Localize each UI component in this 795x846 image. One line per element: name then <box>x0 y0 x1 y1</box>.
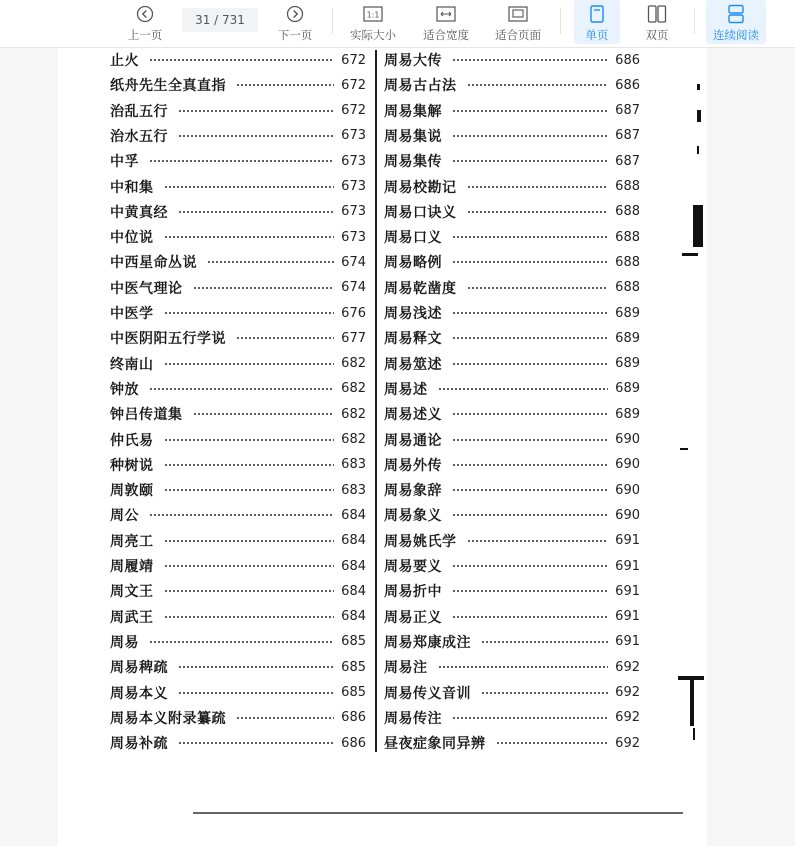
scan-mark <box>697 110 701 122</box>
index-page-number: 691 <box>615 583 640 599</box>
index-term: 周易校勘记 <box>384 179 457 196</box>
index-page-number: 692 <box>615 735 640 751</box>
page-indicator[interactable] <box>182 8 258 32</box>
index-term: 周易正义 <box>384 609 442 626</box>
index-page-number: 687 <box>615 153 640 169</box>
index-term: 周易口诀义 <box>384 204 457 221</box>
index-page-number: 676 <box>341 305 366 321</box>
dot-leader <box>467 540 609 542</box>
index-entry <box>384 554 640 578</box>
index-page-number: 683 <box>341 482 366 498</box>
dot-leader <box>452 514 608 516</box>
index-entry <box>110 250 366 274</box>
index-term: 种树说 <box>110 457 154 474</box>
prev-page-label: 上一页 <box>127 28 163 42</box>
index-page-number: 687 <box>615 103 640 119</box>
index-entry <box>110 301 366 325</box>
index-page-number: 691 <box>615 558 640 574</box>
index-term: 周易注 <box>384 660 428 677</box>
index-term: 中位说 <box>110 230 154 247</box>
index-term: 周易 <box>110 634 139 651</box>
index-term: 钟放 <box>110 381 139 398</box>
index-entry <box>110 630 366 654</box>
dot-leader <box>164 565 335 567</box>
index-page-number: 684 <box>341 583 366 599</box>
index-entry <box>384 124 640 148</box>
scan-mark <box>690 678 694 726</box>
dot-leader <box>452 261 608 263</box>
dot-leader <box>481 641 608 643</box>
viewer-toolbar <box>0 0 795 48</box>
index-term: 中孚 <box>110 154 139 171</box>
index-term: 周易稗疏 <box>110 660 168 677</box>
index-page-number: 688 <box>615 229 640 245</box>
dot-leader <box>178 742 334 744</box>
index-entry <box>384 478 640 502</box>
dot-leader <box>452 413 608 415</box>
dot-leader <box>452 439 608 441</box>
index-entry <box>110 529 366 553</box>
dot-leader <box>467 186 609 188</box>
index-page-number: 688 <box>615 254 640 270</box>
index-entry <box>110 453 366 477</box>
index-page-number: 689 <box>615 381 640 397</box>
fit-page-label: 适合页面 <box>495 28 541 42</box>
dot-leader <box>236 717 334 719</box>
index-page-number: 686 <box>341 710 366 726</box>
dot-leader <box>164 489 335 491</box>
index-page-number: 691 <box>615 609 640 625</box>
index-page-number: 689 <box>615 356 640 372</box>
index-page-number: 682 <box>341 381 366 397</box>
dot-leader <box>149 641 334 643</box>
index-entry <box>384 605 640 629</box>
index-page-number: 692 <box>615 710 640 726</box>
dot-leader <box>452 363 608 365</box>
index-entry <box>384 503 640 527</box>
index-term: 周易姚氏学 <box>384 533 457 550</box>
dot-leader <box>164 590 335 592</box>
dot-leader <box>164 439 335 441</box>
index-term: 周履靖 <box>110 559 154 575</box>
index-page-number: 692 <box>615 685 640 700</box>
index-page-number: 688 <box>615 179 640 194</box>
fit-width-label: 适合宽度 <box>423 28 469 42</box>
viewer-background <box>707 48 795 846</box>
dot-leader <box>149 514 334 516</box>
index-term: 中医气理论 <box>110 280 183 297</box>
fit-page-icon <box>508 4 528 24</box>
index-entry <box>110 352 366 376</box>
viewer-background <box>0 48 58 846</box>
index-entry <box>110 225 366 249</box>
index-term: 昼夜症象同异辨 <box>384 736 486 753</box>
index-page-number: 684 <box>341 609 366 625</box>
dot-leader <box>149 388 334 390</box>
dot-leader <box>164 540 335 542</box>
dot-leader <box>452 717 608 719</box>
index-page-number: 684 <box>341 558 366 574</box>
index-page-number: 672 <box>341 77 366 93</box>
index-entry <box>110 554 366 578</box>
index-term: 中黄真经 <box>110 204 168 221</box>
index-entry <box>384 681 640 705</box>
index-term: 周易象辞 <box>384 483 442 500</box>
prev-page-button[interactable] <box>118 0 172 44</box>
index-page-number: 673 <box>341 204 366 220</box>
index-page-number: 685 <box>341 634 366 650</box>
index-entry <box>384 99 640 123</box>
dot-leader <box>452 337 608 339</box>
double-page-button[interactable] <box>634 0 680 44</box>
dot-leader <box>178 211 334 213</box>
index-page-number: 673 <box>341 128 366 144</box>
dot-leader <box>236 337 334 339</box>
index-term: 周易浅述 <box>384 306 442 322</box>
dot-leader <box>452 616 608 618</box>
dot-leader <box>164 312 335 314</box>
index-page-number: 691 <box>615 533 640 549</box>
scan-mark <box>693 205 703 247</box>
dot-leader <box>164 363 335 365</box>
index-page-number: 687 <box>615 128 640 144</box>
single-page-label: 单页 <box>585 28 609 42</box>
index-term: 周易外传 <box>384 457 442 474</box>
index-page-number: 674 <box>341 254 366 270</box>
index-entry <box>384 48 640 72</box>
index-page-number: 674 <box>341 280 366 296</box>
scan-mark <box>697 84 700 90</box>
index-page-number: 690 <box>615 432 640 447</box>
index-entry <box>384 200 640 224</box>
index-entry <box>384 250 640 274</box>
index-page-number: 688 <box>615 204 640 220</box>
index-entry <box>110 605 366 629</box>
index-term: 周易通论 <box>384 432 442 449</box>
index-term: 周易本义 <box>110 685 168 702</box>
index-page-number: 686 <box>615 77 640 93</box>
index-page-number: 684 <box>341 533 366 549</box>
index-entry <box>110 377 366 401</box>
double-page-icon <box>647 4 667 24</box>
index-term: 周易郑康成注 <box>384 634 471 651</box>
index-entry <box>384 377 640 401</box>
index-entry <box>384 175 640 199</box>
index-entry <box>384 428 640 452</box>
index-term: 周易述义 <box>384 407 442 424</box>
dot-leader <box>178 110 334 112</box>
fit-width-icon <box>436 4 456 24</box>
single-page-button[interactable] <box>574 0 620 44</box>
dot-leader <box>481 692 608 694</box>
index-term: 中西星命丛说 <box>110 255 197 272</box>
scan-mark <box>697 146 699 154</box>
index-entry <box>384 225 640 249</box>
index-entry <box>384 706 640 730</box>
index-entry <box>110 149 366 173</box>
index-entry <box>110 175 366 199</box>
index-term: 终南山 <box>110 356 154 373</box>
dot-leader <box>452 110 608 112</box>
index-entry <box>110 579 366 603</box>
index-page-number: 691 <box>615 634 640 650</box>
index-entry <box>384 655 640 679</box>
index-page-number: 673 <box>341 153 366 169</box>
index-entry <box>384 731 640 755</box>
dot-leader <box>496 742 609 744</box>
dot-leader <box>467 211 609 213</box>
index-term: 周敦颐 <box>110 483 154 500</box>
index-page-number: 686 <box>341 735 366 751</box>
chevron-left-circle-icon <box>136 4 154 24</box>
index-entry <box>384 352 640 376</box>
dot-leader <box>452 236 608 238</box>
index-page-number: 684 <box>341 507 366 523</box>
index-term: 仲氏易 <box>110 432 154 449</box>
index-term: 中医学 <box>110 306 154 322</box>
index-term: 周文王 <box>110 584 154 601</box>
dot-leader <box>164 464 335 466</box>
index-entry <box>384 529 640 553</box>
index-entry <box>384 149 640 173</box>
index-term: 周易传注 <box>384 710 442 727</box>
index-term: 中和集 <box>110 179 154 196</box>
index-entry <box>384 301 640 325</box>
dot-leader <box>193 413 335 415</box>
dot-leader <box>438 388 609 390</box>
actual-size-label: 实际大小 <box>350 28 396 42</box>
index-term: 周武王 <box>110 609 154 626</box>
index-page-number: 690 <box>615 507 640 523</box>
scan-mark <box>682 253 698 256</box>
index-term: 周易口义 <box>384 230 442 247</box>
index-term: 周易补疏 <box>110 736 168 753</box>
double-page-label: 双页 <box>645 28 669 42</box>
toolbar-divider <box>694 8 695 34</box>
column-divider <box>375 50 377 752</box>
next-page-button[interactable] <box>268 0 322 44</box>
continuous-reading-label: 连续阅读 <box>713 28 759 42</box>
index-entry <box>110 731 366 755</box>
index-term: 周公 <box>110 508 139 525</box>
index-term: 周易古占法 <box>384 78 457 95</box>
index-term: 周易释文 <box>384 331 442 348</box>
index-term: 周易传义音训 <box>384 685 471 702</box>
dot-leader <box>452 312 608 314</box>
index-term: 周易筮述 <box>384 356 442 373</box>
index-page-number: 689 <box>615 406 640 422</box>
scan-mark <box>693 728 695 740</box>
toolbar-divider <box>560 8 561 34</box>
index-page-number: 682 <box>341 406 366 422</box>
scan-mark <box>680 448 688 450</box>
index-page-number: 685 <box>341 659 366 675</box>
dot-leader <box>207 261 334 263</box>
index-term: 周易象义 <box>384 508 442 525</box>
dot-leader <box>452 59 608 61</box>
index-page-number: 690 <box>615 457 640 473</box>
index-term: 周易本义附录纂疏 <box>110 710 226 727</box>
index-term: 纸舟先生全真直指 <box>110 78 226 95</box>
svg-text:1:1: 1:1 <box>366 10 380 20</box>
index-entry <box>110 200 366 224</box>
index-page-number: 689 <box>615 330 640 346</box>
index-term: 钟吕传道集 <box>110 407 183 424</box>
dot-leader <box>438 666 609 668</box>
dot-leader <box>236 84 334 86</box>
index-page-number: 673 <box>341 179 366 194</box>
dot-leader <box>164 616 335 618</box>
index-page-number: 672 <box>341 52 366 68</box>
dot-leader <box>178 692 334 694</box>
dot-leader <box>452 590 608 592</box>
index-entry <box>110 48 366 72</box>
index-page-number: 688 <box>615 280 640 296</box>
index-entry <box>110 478 366 502</box>
index-entry <box>110 681 366 705</box>
dot-leader <box>149 160 334 162</box>
dot-leader <box>164 186 335 188</box>
dot-leader <box>193 287 335 289</box>
dot-leader <box>178 666 334 668</box>
index-page-number: 689 <box>615 305 640 321</box>
index-term: 周易略例 <box>384 255 442 272</box>
index-entry <box>110 503 366 527</box>
dot-leader <box>467 84 609 86</box>
index-term: 周易要义 <box>384 559 442 575</box>
index-page-number: 685 <box>341 685 366 700</box>
index-page-number: 682 <box>341 432 366 447</box>
continuous-reading-button[interactable] <box>706 0 766 44</box>
index-term: 治水五行 <box>110 128 168 145</box>
actual-size-icon <box>363 4 383 24</box>
page-indicator-text: 31 / 731 <box>195 13 245 27</box>
continuous-reading-icon <box>727 4 745 24</box>
index-entry <box>110 99 366 123</box>
dot-leader <box>452 565 608 567</box>
dot-leader <box>452 160 608 162</box>
index-term: 治乱五行 <box>110 103 168 120</box>
index-entry <box>384 453 640 477</box>
actual-size-button[interactable] <box>344 0 402 44</box>
page-bottom-rule <box>193 812 683 814</box>
index-term: 周亮工 <box>110 533 154 550</box>
index-page-number: 682 <box>341 356 366 372</box>
index-entry <box>384 579 640 603</box>
index-entry <box>384 630 640 654</box>
index-entry <box>110 124 366 148</box>
index-term: 周易大传 <box>384 53 442 69</box>
toolbar-divider <box>332 8 333 34</box>
index-entry <box>384 326 640 350</box>
index-entry <box>384 73 640 97</box>
index-term: 周易集传 <box>384 154 442 171</box>
index-page-number: 672 <box>341 103 366 119</box>
dot-leader <box>452 464 608 466</box>
index-page-number: 677 <box>341 330 366 346</box>
index-page-number: 692 <box>615 659 640 675</box>
index-page-number: 683 <box>341 457 366 473</box>
index-term: 中医阴阳五行学说 <box>110 331 226 348</box>
dot-leader <box>452 135 608 137</box>
dot-leader <box>164 236 335 238</box>
fit-width-button[interactable] <box>417 0 475 44</box>
index-term: 周易述 <box>384 381 428 398</box>
fit-page-button[interactable] <box>489 0 547 44</box>
index-entry <box>110 276 366 300</box>
index-entry <box>110 428 366 452</box>
index-term: 周易乾凿度 <box>384 280 457 297</box>
single-page-icon <box>589 4 605 24</box>
index-term: 周易集解 <box>384 103 442 120</box>
document-page <box>58 48 707 846</box>
index-page-number: 686 <box>615 52 640 68</box>
index-term: 周易折中 <box>384 584 442 601</box>
chevron-right-circle-icon <box>286 4 304 24</box>
index-entry <box>384 402 640 426</box>
dot-leader <box>149 59 334 61</box>
index-page-number: 673 <box>341 229 366 245</box>
index-term: 止火 <box>110 53 139 69</box>
index-term: 周易集说 <box>384 128 442 145</box>
index-entry <box>110 706 366 730</box>
index-entry <box>110 655 366 679</box>
dot-leader <box>452 489 608 491</box>
index-entry <box>110 402 366 426</box>
index-entry <box>110 326 366 350</box>
dot-leader <box>178 135 334 137</box>
next-page-label: 下一页 <box>277 28 313 42</box>
index-page-number: 690 <box>615 482 640 498</box>
index-entry <box>384 276 640 300</box>
dot-leader <box>467 287 609 289</box>
index-entry <box>110 73 366 97</box>
